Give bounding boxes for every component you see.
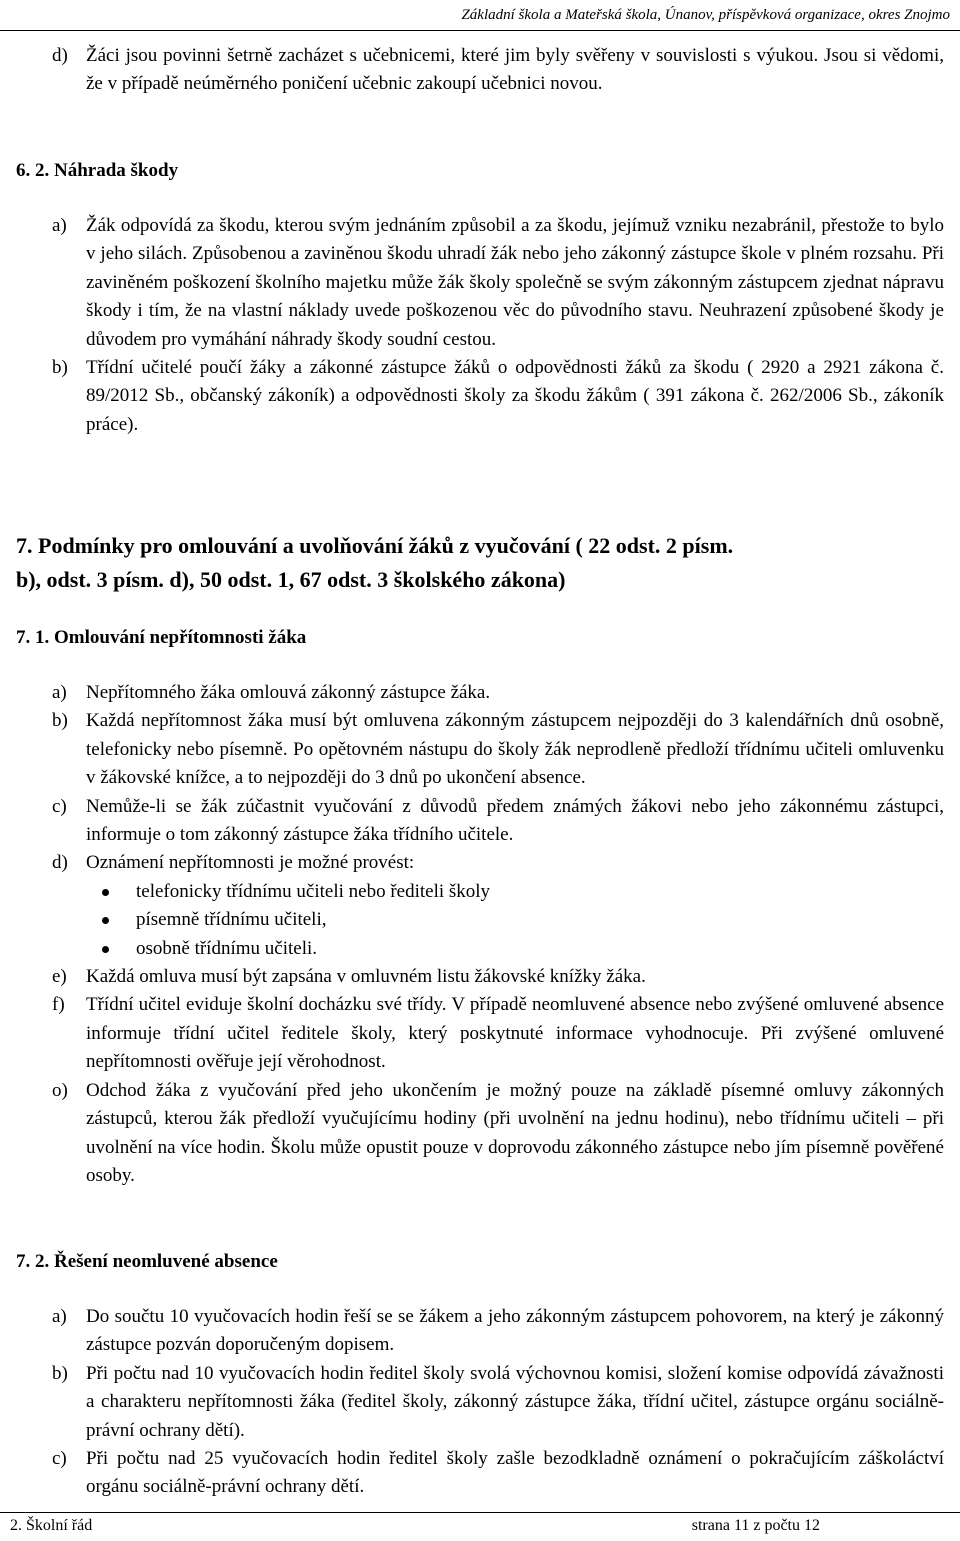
item-label: d) (52, 852, 68, 874)
item-label: d) (52, 45, 68, 66)
subsection-heading-7-1: 7. 1. Omlouvání nepřítomnosti žáka (16, 627, 307, 648)
item-label: a) (52, 215, 67, 236)
item-text: Nepřítomného žáka omlouvá zákonný zástupce žáka. (86, 682, 491, 703)
section-heading-line-2: b), odst. 3 písm. d), 50 odst. 1, 67 odst. 3 školského zákona) (16, 566, 566, 592)
list-block-3 (52, 679, 944, 1190)
bullet-text: telefonicky třídnímu učiteli nebo řediteli školy (136, 880, 491, 902)
item-text: Třídní učitel eviduje školní docházku své třídy. V případě neomluvené absence nebo zvýšené omluvené absence informuje třídní učitel ředitele školy, který poskytnuté informace vyhodnocuje. Při zvýšené omluvené nepřítomnosti ověřuje její věrohodnost. (86, 994, 944, 1073)
list-item (52, 679, 944, 707)
list-item (52, 963, 944, 991)
section-heading-line-1: 7. Podmínky pro omlouvání a uvolňování žáků z vyučování ( 22 odst. 2 písm. (16, 533, 734, 558)
page-footer (0, 1512, 960, 1541)
bullet-text: písemně třídnímu učiteli, (136, 909, 327, 931)
footer-document-name: 2. Školní řád (10, 1517, 93, 1534)
bullet-icon (102, 946, 109, 953)
item-text: Žáci jsou povinni šetrně zacházet s učebnicemi, které jim byly svěřeny v souvislosti s výukou. Jsou si vědomi, že v případě neúměrného poničení učebnic zakoupí učebnici novou. (86, 45, 944, 95)
bullet-icon (102, 917, 109, 924)
list-item (52, 849, 944, 877)
item-label: b) (52, 710, 68, 732)
list-block-5 (52, 1303, 944, 1502)
item-text: Oznámení nepřítomnosti je možné provést: (86, 852, 415, 874)
item-text: Žák odpovídá za škodu, kterou svým jednáním způsobil a za škodu, jejímuž vzniku nezabránil, přestože to bylo v jeho silách. Způsobenou a zaviněnou škodu uhradí žák nebo jeho zákonný zástupce škole v plném rozsahu. Při zaviněném poškození školního majetku může žák školy společně se svým zákonným zástupcem zjednat nápravu škody i tím, že na vlastní náklady uvede poškozenou věc do původního stavu. Neuhrazení způsobené škody je důvodem pro vymáhání náhrady škody soudní cestou. (86, 215, 944, 350)
subsection-heading-6-2: 6. 2. Náhrada škody (16, 160, 179, 181)
list-item (52, 991, 944, 1076)
item-label: c) (52, 795, 67, 817)
list-item (52, 707, 944, 792)
list-item (52, 793, 944, 850)
list-item (52, 212, 944, 354)
header-text: Základní škola a Mateřská škola, Únanov, příspěvková organizace, okres Znojmo (461, 7, 950, 23)
item-label: b) (52, 1362, 68, 1384)
list-block-1 (52, 42, 944, 99)
item-text: Při počtu nad 10 vyučovacích hodin ředitel školy svolá výchovnou komisi, složení komise odpovídá závažnosti a charakteru nepřítomnosti žáka (ředitel školy, zákonný zástupce žáka, třídní učitel, zástupce orgánu sociálně-právní ochrany dětí). (86, 1362, 944, 1441)
item-label: c) (52, 1448, 67, 1470)
item-text: Při počtu nad 25 vyučovacích hodin ředitel školy zašle bezodkladně oznámení o pokračujícím záškoláctví orgánu sociálně-právní ochrany dětí. (86, 1448, 944, 1498)
item-text: Nemůže-li se žák zúčastnit vyučování z důvodů předem známých žákovi nebo jeho zákonnému zástupci, informuje o tom zákonný zástupce žáka třídního učitele. (86, 795, 944, 846)
list-item (52, 42, 944, 99)
item-text: Třídní učitelé poučí žáky a zákonné zástupce žáků o odpovědnosti žáků za škodu ( 2920 a 2921 zákona č. 89/2012 Sb., občanský zákoník) a odpovědnosti školy za škodu žákům ( 391 zákona č. 262/2006 Sb., zákoník práce). (86, 357, 944, 435)
list-item (52, 354, 944, 439)
list-item (52, 1303, 944, 1360)
page-header (0, 0, 960, 31)
bullet-item (136, 935, 944, 963)
item-label: o) (52, 1079, 68, 1101)
list-item (52, 1445, 944, 1502)
item-label: f) (52, 994, 65, 1016)
list-item (52, 1077, 944, 1191)
item-text: Každá omluva musí být zapsána v omluvném listu žákovské knížky žáka. (86, 966, 646, 988)
item-text: Každá nepřítomnost žáka musí být omluvena zákonným zástupcem nejpozději do 3 kalendářních dnů osobně, telefonicky nebo písemně. Po opětovném nástupu do školy žák neprodleně předloží třídnímu učiteli omluvenku v žákovské knížce, a to nejpozději do 3 dnů po ukončení absence. (86, 710, 944, 789)
item-label: a) (52, 682, 67, 703)
list-block-2 (52, 212, 944, 439)
footer-page-number: strana 11 z počtu 12 (691, 1517, 820, 1534)
subsection-heading-7-2: 7. 2. Řešení neomluvené absence (16, 1251, 278, 1272)
bullet-text: osobně třídnímu učiteli. (136, 937, 318, 959)
bullet-item (136, 906, 944, 934)
item-label: b) (52, 357, 68, 379)
item-text: Do součtu 10 vyučovacích hodin řeší se se žákem a jeho zákonným zástupcem pohovorem, na který je zákonný zástupce pozván doporučeným dopisem. (86, 1306, 944, 1356)
item-label: a) (52, 1306, 67, 1327)
item-text: Odchod žáka z vyučování před jeho ukončením je možný pouze na základě písemné omluvy zákonných zástupců, kterou žák předloží vyučujícímu hodiny (při uvolnění na jednu hodinu), nebo třídnímu učiteli – při uvolnění na více hodin. Školu může opustit pouze v doprovodu zákonného zástupce nebo jím písemně pověřené osoby. (86, 1079, 944, 1186)
bullet-list (52, 878, 944, 963)
bullet-item (136, 878, 944, 906)
item-label: e) (52, 966, 67, 988)
bullet-icon (102, 889, 109, 896)
list-item (52, 1360, 944, 1445)
section-heading-7 (16, 529, 946, 596)
